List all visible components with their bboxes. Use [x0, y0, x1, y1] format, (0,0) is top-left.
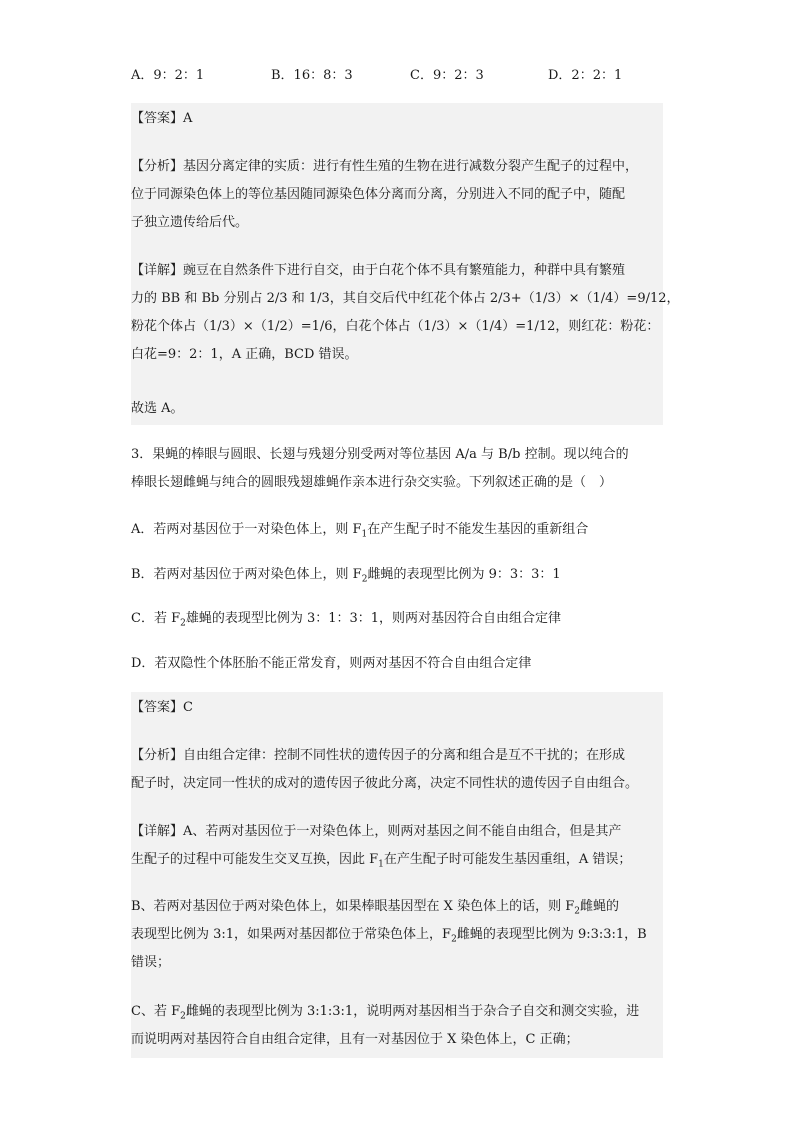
option-text: B．若两对基因位于两对染色体上，则 F — [131, 567, 362, 582]
detail-line: 错误； — [131, 955, 171, 970]
option-text: 雌蝇的表现型比例为 9：3：3：1 — [367, 567, 561, 582]
detail-line: 生配子的过程中可能发生交叉互换，因此 F — [131, 852, 379, 867]
subscript: 2 — [574, 906, 580, 917]
subscript: 2 — [451, 934, 457, 945]
answer-value: A — [183, 111, 193, 126]
q3-option-d: D．若双隐性个体胚胎不能正常发育，则两对基因不符合自由组合定律 — [131, 656, 532, 671]
subscript: 2 — [361, 574, 368, 585]
analysis-line: 位于同源染色体上的等位基因随同源染色体分离而分离，分别进入不同的配子中，随配 — [131, 187, 626, 202]
analysis-line: 自由组合定律：控制不同性状的遗传因子的分离和组合是互不干扰的；在形成 — [183, 748, 626, 763]
detail-line: 力的 BB 和 Bb 分别占 2/3 和 1/3，其自交后代中红花个体占 2/3+（1/3）×（1/4）=9/12， — [131, 291, 680, 306]
subscript: 2 — [180, 1011, 186, 1022]
detail-tag: 【详解】 — [131, 263, 184, 278]
detail-line: 白花=9：2：1，A 正确，BCD 错误。 — [131, 347, 358, 362]
detail-line: 表现型比例为 3:1，如果两对基因都位于常染色体上，F — [131, 927, 452, 942]
detail-line: 雌蝇的 — [579, 899, 619, 914]
detail-line: 豌豆在自然条件下进行自交，由于白花个体不具有繁殖能力，种群中具有繁殖 — [183, 263, 626, 278]
stem-line: 3．果蝇的棒眼与圆眼、长翅与残翅分别受两对等位基因 A/a 与 B/b 控制。现以纯合的 — [131, 447, 629, 462]
q2-option-b: B．16：8：3 — [271, 68, 353, 83]
q3-detail-b — [131, 893, 663, 977]
detail-line: 粉花个体占（1/3）×（1/2）=1/6，白花个体占（1/3）×（1/4）=1/12，则红花：粉花： — [131, 319, 660, 334]
q2-answer — [131, 105, 663, 133]
q3-answer — [131, 694, 663, 722]
q3-detail-a — [131, 818, 663, 874]
detail-line: 雌蝇的表现型比例为 3:1:3:1，说明两对基因相当于杂合子自交和测交实验，进 — [185, 1004, 640, 1019]
subscript: 1 — [378, 859, 384, 870]
q3-option-b — [131, 561, 663, 594]
analysis-line: 基因分离定律的实质：进行有性生殖的生物在进行减数分裂产生配子的过程中， — [183, 159, 639, 174]
q3-detail-c — [131, 998, 663, 1054]
option-text: 雄蝇的表现型比例为 3：1：3：1，则两对基因符合自由组合定律 — [185, 611, 562, 626]
q3-option-c — [131, 605, 663, 638]
detail-line: 在产生配子时可能发生基因重组，A 错误； — [383, 852, 632, 867]
detail-line: 而说明两对基因符合自由组合定律，且有一对基因位于 X 染色体上，C 正确； — [131, 1032, 579, 1047]
q3-stem — [131, 441, 663, 497]
q2-analysis — [131, 153, 663, 237]
option-text: A．若两对基因位于一对染色体上，则 F — [131, 522, 362, 537]
option-text: 在产生配子时不能发生基因的重新组合 — [367, 522, 589, 537]
option-text: C．若 F — [131, 611, 181, 626]
q3-analysis — [131, 742, 663, 798]
q2-conclusion: 故选 A。 — [131, 401, 184, 416]
analysis-line: 子独立遗传给后代。 — [131, 215, 249, 230]
q2-option-d: D．2：2：1 — [548, 68, 623, 83]
subscript: 1 — [361, 529, 368, 540]
q2-option-a: A．9：2：1 — [131, 68, 205, 83]
analysis-tag: 【分析】 — [131, 748, 184, 763]
detail-line: C、若 F — [131, 1004, 181, 1019]
q3-option-a — [131, 516, 663, 549]
q2-detail — [131, 257, 680, 369]
answer-tag: 【答案】 — [131, 111, 184, 126]
answer-value: C — [183, 700, 193, 715]
q2-option-c: C．9：2：3 — [410, 68, 484, 83]
analysis-tag: 【分析】 — [131, 159, 184, 174]
analysis-line: 配子时，决定同一性状的成对的遗传因子彼此分离，决定不同性状的遗传因子自由组合。 — [131, 776, 639, 791]
detail-line: B、若两对基因位于两对染色体上，如果棒眼基因型在 X 染色体上的话，则 F — [131, 899, 575, 914]
detail-tag: 【详解】 — [131, 824, 184, 839]
answer-tag: 【答案】 — [131, 700, 184, 715]
detail-line: 雌蝇的表现型比例为 9:3:3:1，B — [456, 927, 647, 942]
stem-line: 棒眼长翅雌蝇与纯合的圆眼残翅雄蝇作亲本进行杂交实验。下列叙述正确的是（ ） — [131, 475, 613, 490]
detail-line: A、若两对基因位于一对染色体上，则两对基因之间不能自由组合，但是其产 — [183, 824, 622, 839]
q2-options-row — [131, 64, 671, 88]
subscript: 2 — [180, 618, 186, 629]
